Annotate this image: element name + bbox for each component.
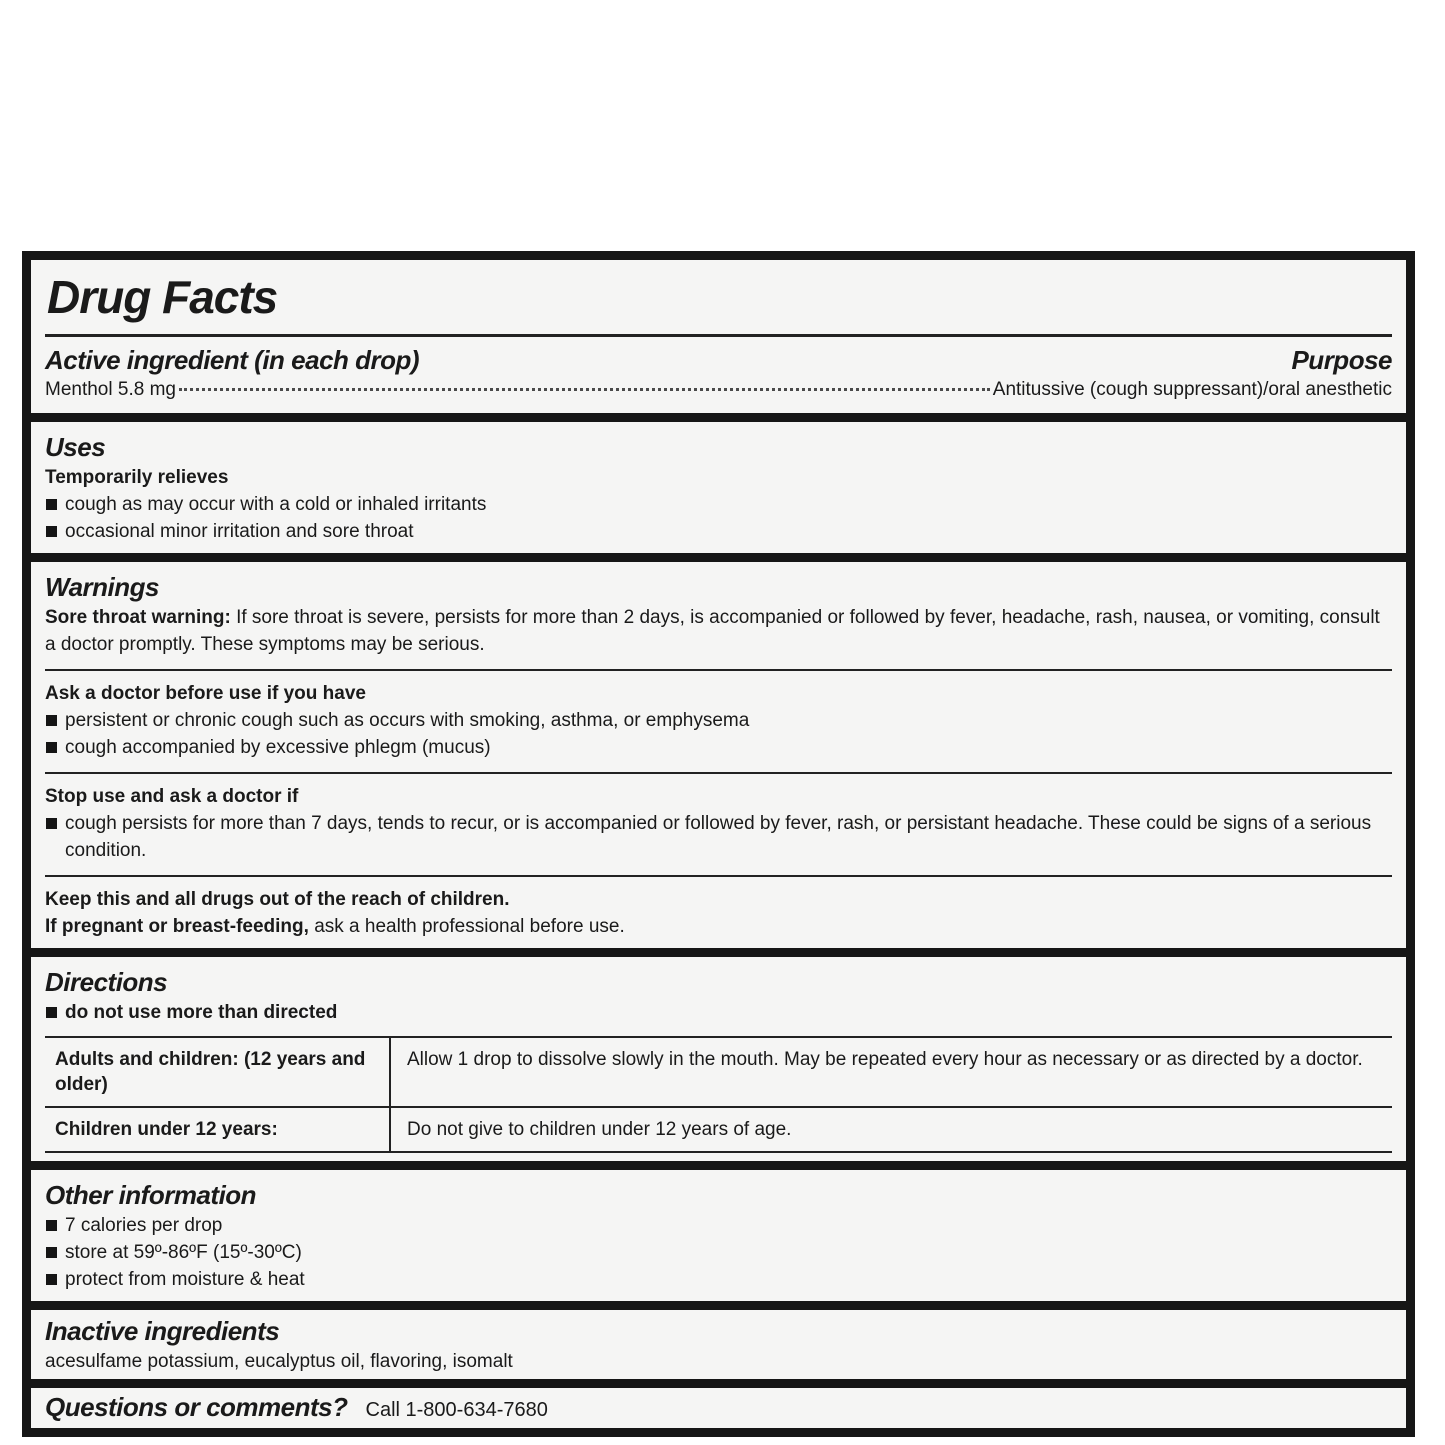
list-item bbox=[45, 491, 1392, 518]
list-item bbox=[45, 518, 1392, 545]
divider bbox=[45, 669, 1392, 671]
ingredient-purpose: Antitussive (cough suppressant)/oral anesthetic bbox=[992, 379, 1392, 400]
bullet-text: 7 calories per drop bbox=[65, 1215, 223, 1236]
uses-heading: Uses bbox=[45, 432, 106, 462]
list-item bbox=[45, 1212, 1392, 1239]
sore-throat-warning bbox=[45, 604, 1392, 658]
bullet-text: do not use more than directed bbox=[65, 1002, 338, 1023]
sore-throat-warning-label: Sore throat warning: bbox=[45, 607, 231, 628]
divider bbox=[45, 875, 1392, 877]
questions-heading: Questions or comments? bbox=[45, 1392, 348, 1422]
pregnant-warning-label: If pregnant or breast-feeding, bbox=[45, 916, 309, 937]
dosage-age-cell: Children under 12 years: bbox=[45, 1108, 391, 1151]
square-bullet-icon bbox=[46, 1007, 57, 1018]
warnings-heading: Warnings bbox=[45, 572, 159, 602]
square-bullet-icon bbox=[46, 742, 57, 753]
warnings-panel bbox=[31, 562, 1406, 948]
square-bullet-icon bbox=[46, 526, 57, 537]
square-bullet-icon bbox=[46, 1247, 57, 1258]
list-item bbox=[45, 734, 1392, 761]
page-title: Drug Facts bbox=[47, 271, 278, 323]
purpose-heading: Purpose bbox=[1291, 345, 1392, 375]
square-bullet-icon bbox=[46, 499, 57, 510]
sore-throat-warning-text: If sore throat is severe, persists for more than 2 days, is accompanied or followed by fever, headache, rash, nausea, or vomiting, consult a doctor promptly. These symptoms may be serious. bbox=[45, 607, 1380, 655]
list-item bbox=[45, 707, 1392, 734]
dosage-instruction-cell: Do not give to children under 12 years of age. bbox=[407, 1119, 792, 1140]
uses-panel bbox=[31, 422, 1406, 553]
bullet-text: cough as may occur with a cold or inhaled irritants bbox=[65, 494, 487, 515]
ask-doctor-heading: Ask a doctor before use if you have bbox=[45, 683, 366, 704]
divider bbox=[45, 772, 1392, 774]
dotted-leader bbox=[179, 388, 990, 391]
square-bullet-icon bbox=[46, 1220, 57, 1231]
square-bullet-icon bbox=[46, 715, 57, 726]
bullet-text: protect from moisture & heat bbox=[65, 1269, 305, 1290]
uses-intro: Temporarily relieves bbox=[45, 467, 229, 488]
divider bbox=[45, 334, 1392, 337]
table-row bbox=[45, 1106, 1392, 1151]
directions-heading: Directions bbox=[45, 967, 168, 997]
inactive-ingredients-panel bbox=[31, 1310, 1406, 1379]
list-item bbox=[45, 810, 1392, 864]
dosage-age-cell: Adults and children: (12 years and older) bbox=[45, 1038, 391, 1106]
directions-panel bbox=[31, 957, 1406, 1161]
list-item bbox=[45, 1239, 1392, 1266]
drug-facts-label bbox=[22, 251, 1415, 1437]
pregnant-warning bbox=[45, 913, 1392, 940]
bullet-text: cough accompanied by excessive phlegm (mucus) bbox=[65, 737, 491, 758]
inactive-ingredients-heading: Inactive ingredients bbox=[45, 1316, 280, 1346]
ingredient-row bbox=[45, 377, 1392, 405]
inactive-ingredients-list: acesulfame potassium, eucalyptus oil, flavoring, isomalt bbox=[45, 1351, 513, 1372]
active-ingredient-heading: Active ingredient (in each drop) bbox=[45, 345, 420, 375]
directions-table bbox=[45, 1036, 1392, 1153]
keep-out-of-reach-text: Keep this and all drugs out of the reach of children. bbox=[45, 889, 510, 910]
square-bullet-icon bbox=[46, 818, 57, 829]
phone-number-text: Call 1-800-634-7680 bbox=[365, 1399, 548, 1421]
dosage-instruction-cell: Allow 1 drop to dissolve slowly in the mouth. May be repeated every hour as necessary or as directed by a doctor. bbox=[407, 1049, 1363, 1070]
ingredient-name: Menthol 5.8 mg bbox=[45, 379, 176, 400]
bullet-text: cough persists for more than 7 days, tends to recur, or is accompanied or followed by fever, rash, or persistant headache. These could be signs of a serious condition. bbox=[65, 813, 1372, 861]
table-row bbox=[45, 1038, 1392, 1106]
pregnant-warning-text: ask a health professional before use. bbox=[314, 916, 625, 937]
other-information-heading: Other information bbox=[45, 1180, 257, 1210]
list-item bbox=[45, 999, 1392, 1026]
bullet-text: occasional minor irritation and sore throat bbox=[65, 521, 414, 542]
square-bullet-icon bbox=[46, 1274, 57, 1285]
other-information-panel bbox=[31, 1170, 1406, 1301]
bullet-text: store at 59º-86ºF (15º-30ºC) bbox=[65, 1242, 302, 1263]
questions-panel bbox=[31, 1388, 1406, 1428]
list-item bbox=[45, 1266, 1392, 1293]
stop-use-heading: Stop use and ask a doctor if bbox=[45, 786, 299, 807]
bullet-text: persistent or chronic cough such as occurs with smoking, asthma, or emphysema bbox=[65, 710, 750, 731]
header-panel bbox=[31, 260, 1406, 413]
